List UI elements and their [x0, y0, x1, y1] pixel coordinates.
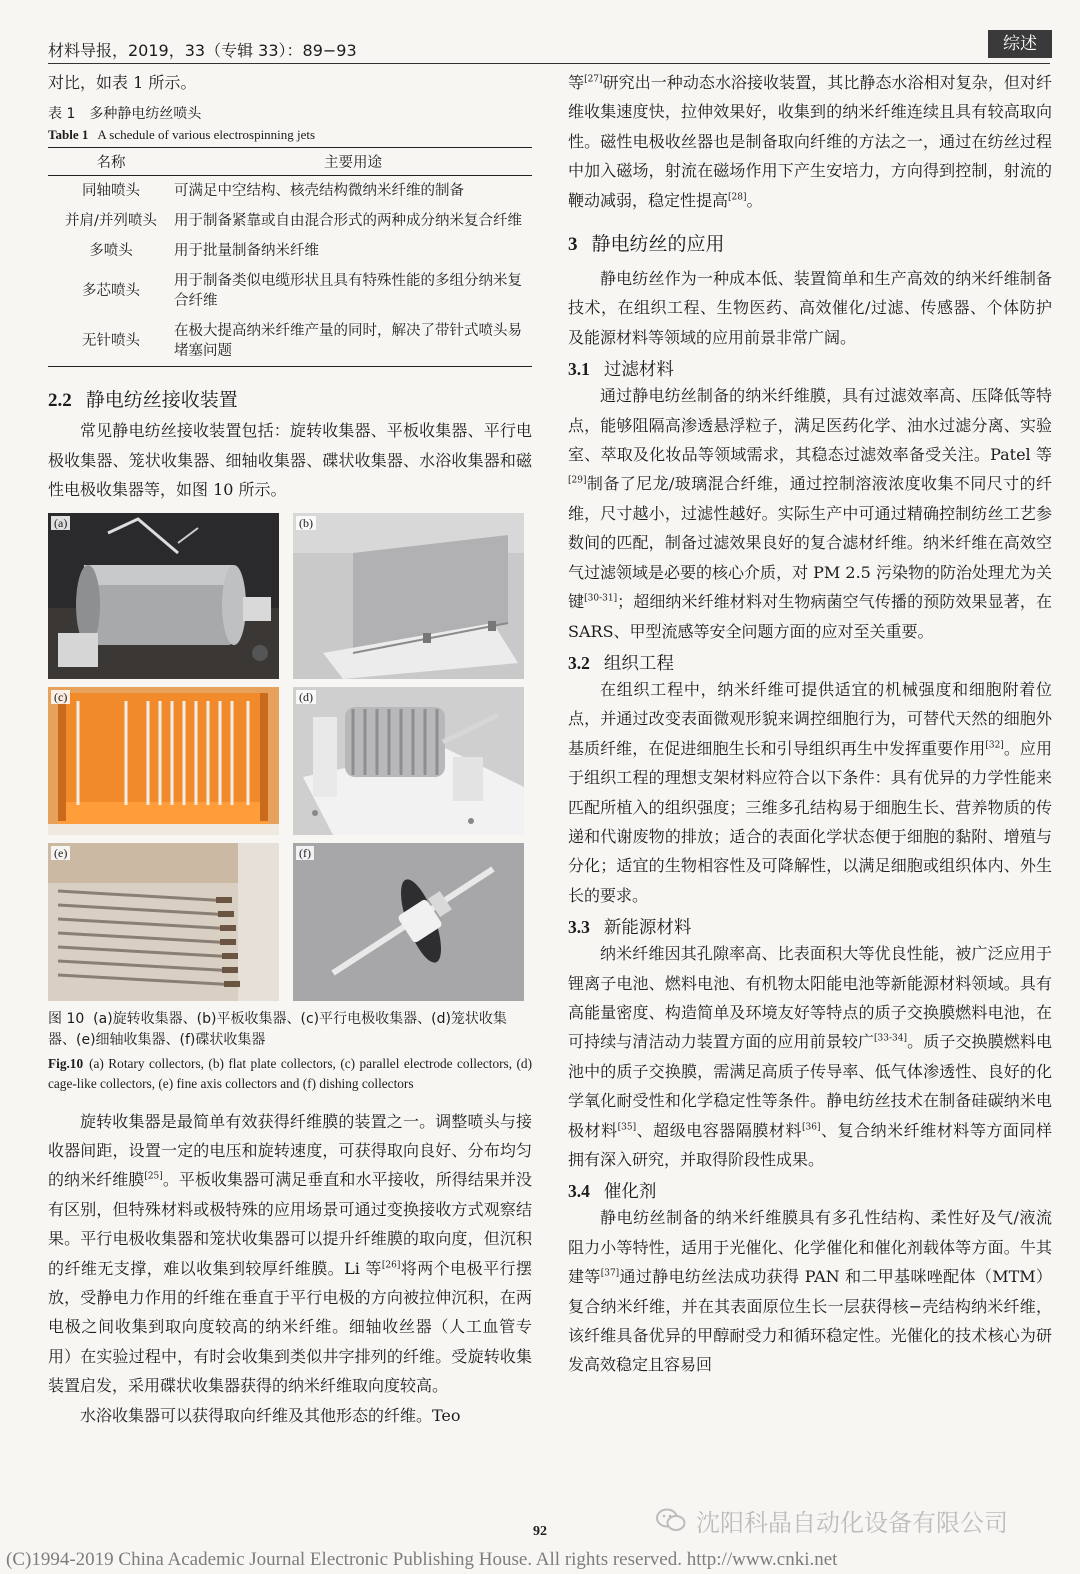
- table-cell-name: 无针喷头: [48, 316, 174, 367]
- figure-10: [48, 513, 532, 1001]
- jets-table: [48, 147, 532, 367]
- text-run: 研究出一种动态水浴接收装置，其比静态水浴相对复杂，但对纤维收集速度快，拉伸效果好，收集到的纳米纤维连续且具有较高取向性。磁性电极收丝器也是制备取向纤维的方法之一，通过在纺丝过程中加入磁场，射流在磁场作用下产生安培力，方向得到控制，射流的鞭动减弱，稳定性提高: [568, 73, 1052, 210]
- section-number: 2.2: [48, 390, 72, 412]
- figure-panel-a: [48, 513, 279, 679]
- panel-label-a: (a): [51, 516, 70, 530]
- section-3-3-heading: [568, 914, 1052, 939]
- citation-ref: [27]: [584, 74, 603, 85]
- table-cell-use: 用于制备紧靠或自由混合形式的两种成分纳米复合纤维: [174, 213, 522, 230]
- panel-label-d: (d): [296, 690, 316, 704]
- figure-panel-f: [293, 843, 524, 1001]
- section-title: 过滤材料: [603, 360, 674, 381]
- figure-panel-c: [48, 687, 279, 835]
- text-run: 制备了尼龙/玻璃混合纤维，通过控制溶液浓度收集不同尺寸的纤维，尺寸越小，过滤性越好。实际生产中可通过精确控制纺丝工艺参数间的匹配，制备过滤效果良好的复合滤材纤维。纳米纤维在高效空气过滤领域是必要的核心介质，对 PM 2.5 污染物的防治处理尤为关键: [568, 474, 1052, 612]
- section-3-1-paragraph: [568, 381, 1052, 646]
- figure-caption-cn-text: (a)旋转收集器、(b)平板收集器、(c)平行电极收集器、(d)笼状收集器、(e)细轴收集器、(f)碟状收集器: [48, 1010, 507, 1048]
- text-run: 旋转收集器是最简单有效获得纤维膜的装置之一。调整喷头与接收器间距，设置一定的电压和旋转速度，可获得取向良好、分布均匀的纳米纤维膜: [48, 1111, 532, 1190]
- table-cell-name: 多芯喷头: [82, 283, 140, 300]
- citation-ref: [32]: [985, 740, 1004, 751]
- figure-caption-cn-label: 图 10: [48, 1010, 85, 1027]
- table-cell-use: 在极大提高纳米纤维产量的同时，解决了带针式喷头易堵塞问题: [174, 316, 532, 367]
- figure-caption-cn: [48, 1009, 532, 1051]
- figure-caption-en: [48, 1054, 532, 1095]
- section-title: 新能源材料: [603, 918, 692, 939]
- section-3-4-paragraph: [568, 1203, 1052, 1379]
- citation-ref: [25]: [144, 1172, 163, 1183]
- intro-text: 对比，如表 1 所示。: [48, 73, 197, 92]
- section-title: 静电纺丝的应用: [591, 233, 725, 256]
- section-title: 静电纺丝接收装置: [85, 389, 238, 412]
- panel-label-f: (f): [296, 846, 314, 860]
- table-caption-cn: 表 1 多种静电纺丝喷头: [48, 106, 202, 123]
- section-title: 组织工程: [603, 653, 674, 674]
- panel-label-c: (c): [51, 690, 70, 704]
- flat-plate-collector-photo: [293, 513, 524, 679]
- panel-label-b: (b): [296, 516, 316, 530]
- running-header: [48, 34, 1050, 64]
- section-3-paragraph: 静电纺丝作为一种成本低、装置简单和生产高效的纳米纤维制备技术，在组织工程、生物医药、高效催化/过滤、传感器、个体防护及能源材料等领域的应用前景非常广阔。: [568, 269, 1052, 347]
- citation-ref: [26]: [381, 1260, 401, 1271]
- continued-paragraph: [568, 68, 1052, 215]
- table-caption-en-label: Table 1: [48, 127, 89, 143]
- text-run: ；超细纳米纤维材料对生物病菌空气传播的预防效果显著，在 SARS、甲型流感等安全问题方面的应对至关重要。: [568, 592, 1052, 641]
- citation-ref: [28]: [728, 192, 747, 203]
- figure-caption-en-text: (a) Rotary collectors, (b) flat plate collectors, (c) parallel electrode collectors, (d) cage-like collectors, (e) fine axis collectors and (f) dishing collectors: [48, 1055, 532, 1092]
- section-number: 3.1: [568, 359, 590, 380]
- citation-ref: [29]: [568, 476, 587, 487]
- citation-ref: [37]: [600, 1268, 620, 1279]
- section-number: 3.4: [568, 1181, 590, 1202]
- table-row: [48, 176, 532, 207]
- text-run: 将两个电极平行摆放，受静电力作用的纤维在垂直于平行电极的方向被拉伸沉积，在两电极之间收集到取向度较高的纳米纤维。细轴收丝器（人工血管专用）在实验过程中，有时会收集到类似井字排列的纤维。受旋转收集装置启发，采用碟状收集器获得的纳米纤维取向度较高。: [48, 1258, 532, 1396]
- section-number: 3: [568, 234, 578, 256]
- citation-ref: [35]: [617, 1122, 637, 1133]
- text-run: 等: [568, 73, 585, 92]
- figure-panel-b: [293, 513, 524, 679]
- table-caption-en: [48, 127, 532, 143]
- table-cell-use: 用于批量制备纳米纤维: [174, 243, 319, 260]
- text-run: 静电纺丝制备的纳米纤维膜具有多孔性结构、柔性好及气/液流阻力小等特性，适用于光催化、化学催化和催化剂载体等方面。牛其建等: [568, 1208, 1052, 1287]
- text-run: 。: [746, 190, 763, 210]
- journal-citation: 材料导报，2019，33（专辑 33）：89−93: [48, 41, 357, 60]
- text-run: 、超级电容器隔膜材料: [636, 1120, 802, 1140]
- parallel-electrode-collector-photo: [48, 687, 279, 835]
- section-2-2-heading: [48, 385, 532, 412]
- table-cell-name: 同轴喷头: [82, 183, 140, 200]
- table-header-use: 主要用途: [174, 148, 532, 176]
- table-cell-use: 可满足中空结构、核壳结构微纳米纤维的制备: [174, 183, 464, 200]
- section-3-3-paragraph: [568, 939, 1052, 1174]
- section-2-2-paragraph: 常见静电纺丝接收装置包括：旋转收集器、平板收集器、平行电极收集器、笼状收集器、细轴收集器、碟状收集器、水浴收集器和磁性电极收集器等，如图 10 所示。: [48, 421, 532, 500]
- text-run: 、复合纳米纤维材料等方面同样拥有深入研究，并取得阶段性成果。: [568, 1120, 1052, 1169]
- page-number: 92: [533, 1524, 547, 1539]
- citation-ref: [36]: [801, 1122, 821, 1133]
- section-3-2-heading: [568, 650, 1052, 675]
- section-3-2-paragraph: [568, 675, 1052, 910]
- text-run: 在组织工程中，纳米纤维可提供适宜的机械强度和细胞附着位点，并通过改变表面微观形貌来调控细胞行为，可替代天然的细胞外基质纤维，在促进细胞生长和引导组织再生中发挥重要作用: [568, 679, 1052, 758]
- table-row: [48, 206, 532, 236]
- text-run: 。平板收集器可满足垂直和水平接收，所得结果并没有区别，但特殊材料或极特殊的应用场景可通过变换接收方式观察结果。平行电极收集器和笼状收集器可以提升纤维膜的取向度，但沉积的纤维无支撑，难以收集到较厚纤维膜。Li 等: [48, 1170, 532, 1278]
- panel-label-e: (e): [51, 846, 70, 860]
- right-column: [568, 68, 1052, 1380]
- text-run: 通过静电纺丝制备的纳米纤维膜，具有过滤效率高、压降低等特点，能够阻隔高渗透悬浮粒子，满足医药化学、油水过滤分离、实验室、萃取及化妆品等领域需求，其稳态过滤效率备受关注。Patel 等: [568, 386, 1052, 465]
- left-column: [48, 68, 532, 1430]
- text-run: 。应用于组织工程的理想支架材料应符合以下条件：具有优异的力学性能来匹配所植入的组织强度；三维多孔结构易于细胞生长、营养物质的传递和代谢废物的排放；适合的表面化学状态便于细胞的黏附、增殖与分化；适宜的生物相容性及可降解性，以满足细胞或组织体内、外生长的要求。: [568, 738, 1052, 905]
- citation-ref: [33-34]: [874, 1034, 908, 1045]
- figure-panel-e: [48, 843, 279, 1001]
- table-row: [48, 266, 532, 316]
- table-row: [48, 316, 532, 367]
- section-3-4-heading: [568, 1178, 1052, 1203]
- cage-collector-photo: [293, 687, 524, 835]
- table-cell-use: 用于制备类似电缆形状且具有特殊性能的多组分纳米复合纤维: [174, 273, 522, 310]
- text-run: 。质子交换膜燃料电池中的质子交换膜，需满足高质子传导率、低气体渗透性、良好的化学氧化耐受性和化学稳定性等条件。静电纺丝技术在制备硅碳纳米电极材料: [568, 1032, 1052, 1140]
- rotary-collector-photo: [48, 513, 279, 679]
- section-3-1-heading: [568, 356, 1052, 381]
- section-tag: 综述: [988, 30, 1052, 58]
- dishing-collector-photo: [293, 843, 524, 1001]
- table-row: [48, 236, 532, 266]
- collector-paragraph: [48, 1107, 532, 1401]
- copyright-footer: (C)1994-2019 China Academic Journal Electronic Publishing House. All rights reserved. http://www.cnki.net: [6, 1549, 838, 1570]
- fine-axis-collector-photo: [48, 843, 279, 1001]
- section-number: 3.3: [568, 917, 590, 938]
- text-run: 通过静电纺丝法成功获得 PAN 和二甲基咪唑配体（MTM）复合纳米纤维，并在其表面原位生长一层获得核−壳结构纳米纤维，该纤维具备优异的甲醇耐受力和循环稳定性。光催化的技术核心为研发高效稳定且容易回: [568, 1267, 1052, 1375]
- table-header-name: 名称: [48, 148, 174, 176]
- figure-caption-en-label: Fig.10: [48, 1055, 84, 1071]
- citation-ref: [30-31]: [584, 593, 618, 604]
- section-number: 3.2: [568, 652, 590, 673]
- water-bath-paragraph: 水浴收集器可以获得取向纤维及其他形态的纤维。Teo: [80, 1405, 461, 1425]
- table-cell-name: 多喷头: [89, 243, 133, 260]
- section-3-heading: [568, 229, 1052, 256]
- figure-panel-d: [293, 687, 524, 835]
- table-caption-en-text: A schedule of various electrospinning jets: [97, 127, 316, 143]
- section-title: 催化剂: [603, 1182, 657, 1203]
- table-cell-name: 并肩/并列喷头: [65, 213, 157, 230]
- text-run: 纳米纤维因其孔隙率高、比表面积大等优良性能，被广泛应用于锂离子电池、燃料电池、有机物太阳能电池等新能源材料领域。具有高能量密度、构造简单及环境友好等特点的质子交换膜燃料电池，在可持续与清洁动力装置方面的应用前景较广: [568, 944, 1052, 1052]
- watermark-text: 沈阳科晶自动化设备有限公司: [696, 1508, 1008, 1537]
- table-header-row: [48, 148, 532, 176]
